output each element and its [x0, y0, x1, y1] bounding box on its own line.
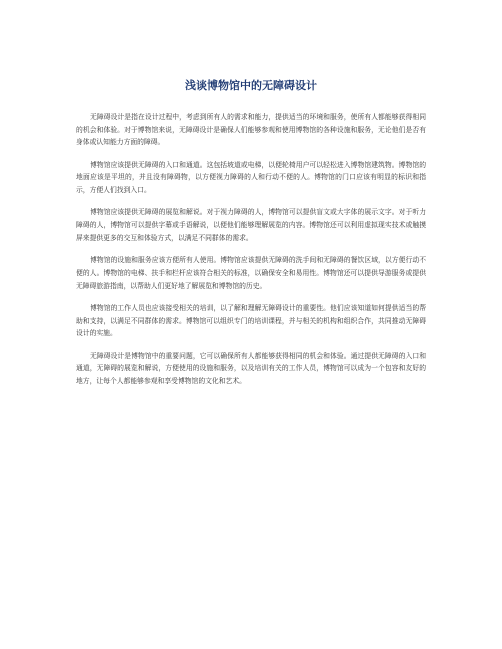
paragraph-facilities: 博物馆的设施和服务应该方便所有人使用。博物馆应该提供无障碍的洗手间和无障碍的餐饮区域，以方便行动不便的人。博物馆的电梯、扶手和栏杆应该符合相关的标准，以确保安全和易用性。博物馆还可以提供导游服务或提供无障碍旅游指南，以帮助人们更好地了解展览和博物馆的历史。 — [76, 256, 426, 290]
paragraph-exhibits: 博物馆应该提供无障碍的展览和解说。对于视力障碍的人，博物馆可以提供盲文或大字体的展示文字。对于听力障碍的人，博物馆可以提供字幕或手语解说，以便他们能够理解展览的内容。博物馆还可以利用虚拟现实技术或触摸屏来提供更多的交互和体验方式，以满足不同群体的需求。 — [76, 208, 426, 242]
document-title: 浅谈博物馆中的无障碍设计 — [185, 79, 317, 92]
paragraph-intro: 无障碍设计是指在设计过程中，考虑到所有人的需求和能力，提供适当的环境和服务，使所有人都能够获得相同的机会和体验。对于博物馆来说，无障碍设计是确保人们能够参观和使用博物馆的各种设施和服务，无论他们是否有身体或认知能力方面的障碍。 — [76, 113, 426, 147]
paragraph-conclusion: 无障碍设计是博物馆中的重要问题，它可以确保所有人都能够获得相同的机会和体验。通过提供无障碍的入口和通道，无障碍的展览和解说，方便使用的设施和服务，以及培训有关的工作人员，博物馆可以成为一个包容和友好的地方，让每个人都能够参观和享受博物馆的文化和艺术。 — [76, 351, 426, 385]
paragraph-entrance: 博物馆应该提供无障碍的入口和通道。这包括坡道或电梯，以便轮椅用户可以轻松进入博物馆建筑物。博物馆的地面应该是平坦的，并且没有障碍物，以方便视力障碍的人和行动不便的人。博物馆的门口应该有明显的标识和指示，方便人们找到入口。 — [76, 160, 426, 195]
paragraph-staff: 博物馆的工作人员也应该接受相关的培训，以了解和理解无障碍设计的重要性。他们应该知道如何提供适当的帮助和支持，以满足不同群体的需求。博物馆可以组织专门的培训课程，并与相关的机构和组织合作，共同推动无障碍设计的实施。 — [76, 303, 426, 338]
document-body — [76, 111, 426, 397]
